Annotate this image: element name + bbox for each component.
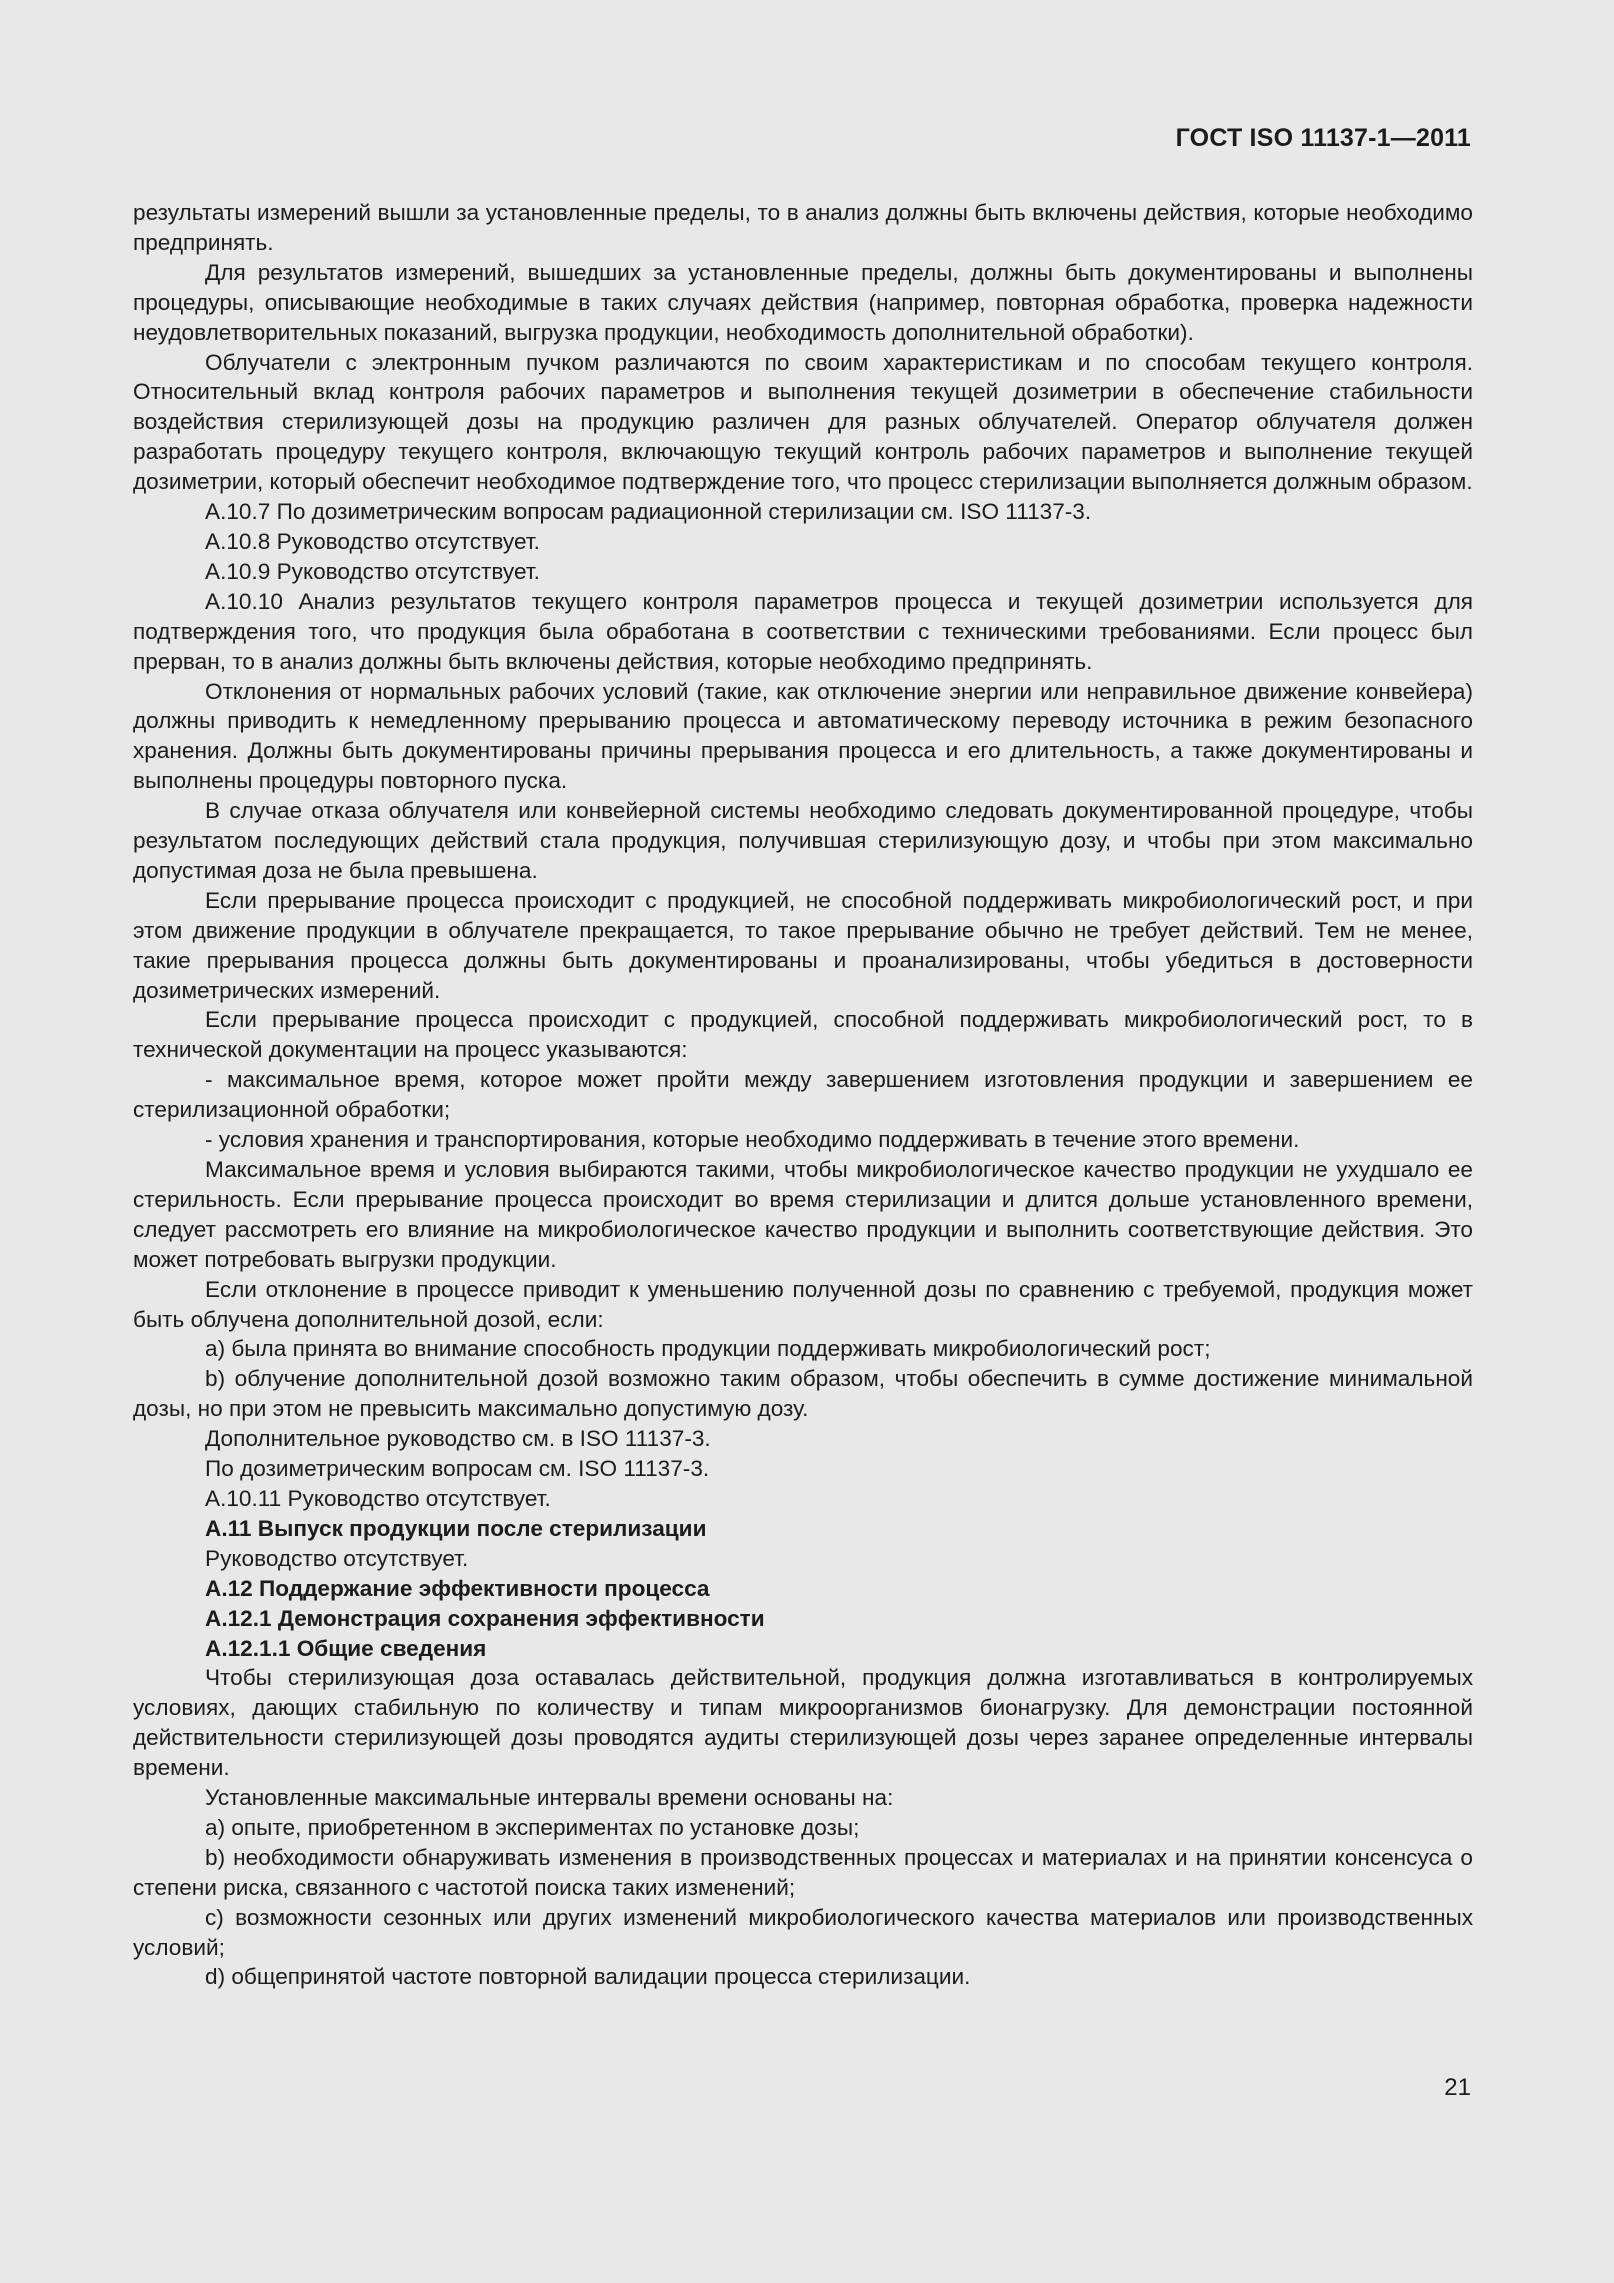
body-paragraph: А.10.10 Анализ результатов текущего контроля параметров процесса и текущей дозиметрии используется для подтверждения того, что продукция была обработана в соответствии с техническими требованиями. Если процесс был прерван, то в анализ должны быть включены действия, которые необходимо предпринять. bbox=[133, 588, 1473, 674]
body-paragraph: А.10.8 Руководство отсутствует. bbox=[205, 528, 540, 554]
body-paragraph: - условия хранения и транспортирования, которые необходимо поддерживать в течение этого времени. bbox=[205, 1127, 1300, 1153]
section-heading: А.12.1.1 Общие сведения bbox=[205, 1635, 487, 1661]
body-paragraph: d) общепринятой частоте повторной валидации процесса стерилизации. bbox=[205, 1964, 971, 1990]
body-paragraph: Руководство отсутствует. bbox=[205, 1545, 469, 1571]
body-paragraph: c) возможности сезонных или других изменений микробиологического качества материалов или производственных условий; bbox=[133, 1904, 1473, 1960]
body-paragraph: По дозиметрическим вопросам см. ISO 11137-3. bbox=[205, 1456, 710, 1482]
body-paragraph: b) облучение дополнительной дозой возможно таким образом, чтобы обеспечить в сумме достижение минимальной дозы, но при этом не превысить максимально допустимую дозу. bbox=[133, 1366, 1473, 1422]
body-paragraph: Дополнительное руководство см. в ISO 11137-3. bbox=[205, 1426, 711, 1452]
section-heading: А.12.1 Демонстрация сохранения эффективности bbox=[205, 1605, 765, 1631]
body-paragraph: Для результатов измерений, вышедших за установленные пределы, должны быть документированы и выполнены процедуры, описывающие необходимые в таких случаях действия (например, повторная обработка, проверка надежности неудовлетворительных показаний, выгрузка продукции, необходимость дополнительной обработки). bbox=[133, 259, 1473, 345]
body-paragraph: b) необходимости обнаруживать изменения в производственных процессах и материалах и на принятии консенсуса о степени риска, связанного с частотой поиска таких изменений; bbox=[133, 1844, 1473, 1900]
body-paragraph: А.10.11 Руководство отсутствует. bbox=[205, 1485, 551, 1511]
body-paragraph: А.10.9 Руководство отсутствует. bbox=[205, 558, 540, 584]
document-body bbox=[133, 198, 1473, 1992]
page-number: 21 bbox=[1444, 2074, 1471, 2101]
body-paragraph: Отклонения от нормальных рабочих условий (такие, как отключение энергии или неправильное движение конвейера) должны приводить к немедленному прерыванию процесса и автоматическому переводу источника в режим безопасного хранения. Должны быть документированы причины прерывания процесса и его длительность, а также документированы и выполнены процедуры повторного пуска. bbox=[133, 678, 1473, 794]
body-paragraph: Установленные максимальные интервалы времени основаны на: bbox=[205, 1785, 894, 1811]
document-code-header: ГОСТ ISO 11137-1—2011 bbox=[1175, 124, 1471, 152]
body-paragraph: А.10.7 По дозиметрическим вопросам радиационной стерилизации см. ISO 11137-3. bbox=[205, 499, 1092, 525]
body-paragraph: Чтобы стерилизующая доза оставалась действительной, продукция должна изготавливаться в контролируемых условиях, дающих стабильную по количеству и типам микроорганизмов бионагрузку. Для демонстрации постоянной действительности стерилизующей дозы проводятся аудиты стерилизующей дозы через заранее определенные интервалы времени. bbox=[133, 1665, 1473, 1781]
section-heading: А.12 Поддержание эффективности процесса bbox=[205, 1575, 710, 1601]
body-paragraph: Если прерывание процесса происходит с продукцией, не способной поддерживать микробиологический рост, и при этом движение продукции в облучателе прекращается, то такое прерывание обычно не требует действий. Тем не менее, такие прерывания процесса должны быть документированы и проанализированы, чтобы убедиться в достоверности дозиметрических измерений. bbox=[133, 887, 1473, 1003]
body-paragraph: В случае отказа облучателя или конвейерной системы необходимо следовать документированной процедуре, чтобы результатом последующих действий стала продукция, получившая стерилизующую дозу, и чтобы при этом максимально допустимая доза не была превышена. bbox=[133, 798, 1473, 883]
body-paragraph: Максимальное время и условия выбираются такими, чтобы микробиологическое качество продукции не ухудшало ее стерильность. Если прерывание процесса происходит во время стерилизации и длится дольше установленного времени, следует рассмотреть его влияние на микробиологическое качество продукции и выполнить соответствующие действия. Это может потребовать выгрузки продукции. bbox=[133, 1157, 1473, 1272]
section-heading: А.11 Выпуск продукции после стерилизации bbox=[205, 1515, 707, 1541]
body-paragraph: Если прерывание процесса происходит с продукцией, способной поддерживать микробиологический рост, то в технической документации на процесс указываются: bbox=[133, 1007, 1473, 1063]
body-paragraph: Облучатели с электронным пучком различаются по своим характеристикам и по способам текущего контроля. Относительный вклад контроля рабочих параметров и выполнения текущей дозиметрии в обеспечение стабильности воздействия стерилизующей дозы на продукцию различен для разных облучателей. Оператор облучателя должен разработать процедуру текущего контроля, включающую текущий контроль рабочих параметров и выполнение текущей дозиметрии, который обеспечит необходимое подтверждение того, что процесс стерилизации выполняется должным образом. bbox=[133, 349, 1473, 495]
body-paragraph: a) была принята во внимание способность продукции поддерживать микробиологический рост; bbox=[205, 1336, 1211, 1362]
body-paragraph: a) опыте, приобретенном в экспериментах по установке дозы; bbox=[205, 1814, 860, 1840]
body-paragraph: результаты измерений вышли за установленные пределы, то в анализ должны быть включены действия, которые необходимо предпринять. bbox=[133, 200, 1473, 255]
body-paragraph: Если отклонение в процессе приводит к уменьшению полученной дозы по сравнению с требуемой, продукция может быть облучена дополнительной дозой, если: bbox=[133, 1276, 1473, 1332]
body-paragraph: - максимальное время, которое может пройти между завершением изготовления продукции и завершением ее стерилизационной обработки; bbox=[133, 1067, 1473, 1123]
